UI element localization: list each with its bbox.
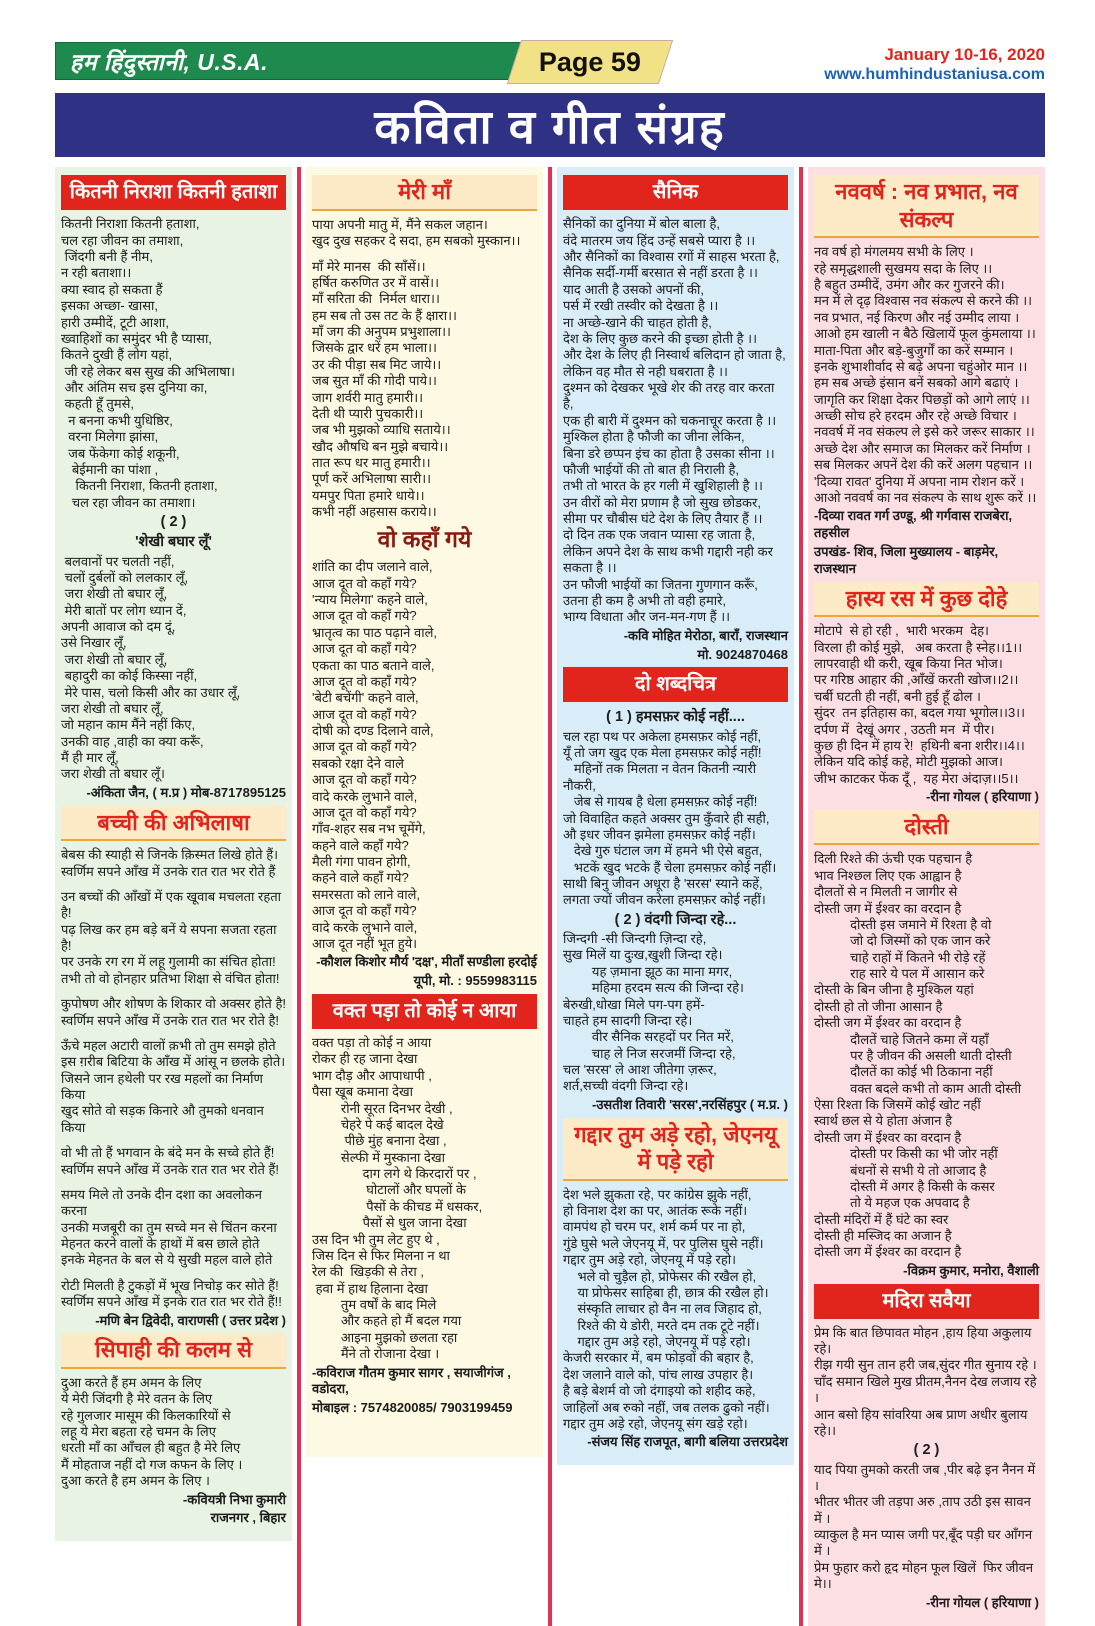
poem-line: वीर सैनिक सरहदों पर नित मरें, xyxy=(563,1029,734,1045)
poem-line: शर्त,सच्ची वंदगी जिन्दा रहे। xyxy=(563,1078,689,1094)
poem-line: वादे करके लुभाने वाले, xyxy=(312,919,418,935)
poem-line: दौलतें का कोई भी ठिकाना नहीं xyxy=(814,1064,993,1080)
poem-line: माँ सरिता की निर्मल धारा।। xyxy=(312,291,440,307)
poem-line: अच्छी सोच हरे हरदम और रहे अच्छे विचार । xyxy=(814,408,1017,423)
column-1 xyxy=(55,167,292,1541)
poem-line: दोस्ती हो तो जीना आसान है xyxy=(814,998,943,1014)
poem-line: घोटालों और घपलों के xyxy=(312,1182,467,1198)
poem-line: नववर्ष में नव संकल्प ले इसे करे जरूर साकार ।। xyxy=(814,424,1035,440)
poem-line: आइना मुझको छलता रहा xyxy=(312,1329,458,1345)
poem-line: रहे समृद्धशाली सुखमय सदा के लिए ।। xyxy=(814,260,993,276)
poem-line: आज दूत वो कहाँ गये? xyxy=(312,673,417,689)
poem-line: दोस्ती जग में ईश्वर का वरदान है xyxy=(814,1015,962,1031)
poem-line: दोस्ती जग में ईश्वर का वरदान है xyxy=(814,900,962,916)
attribution: -कविराज गौतम कुमार सागर , सयाजीगंज , वडोदरा, xyxy=(312,1364,511,1397)
section-header: दोस्ती xyxy=(814,810,1039,846)
poem-line: कहने वाले कहाँ गये? xyxy=(312,870,409,886)
poem-line: दौलतों से न मिलती न जागीर से xyxy=(814,884,958,900)
attribution: -कवि मोहित मेरोठा, बाराँ, राजस्थान xyxy=(623,627,788,643)
poem-line: जरा शेखी तो बघार लूँ, xyxy=(61,700,164,716)
poem-line: समय मिले तो उनके दीन दशा का अवलोकन करना xyxy=(61,1186,266,1219)
poem-line: यमपुर पिता हमारे धाये।। xyxy=(312,487,425,503)
poem-line: सब मिलकर अपनें देश की करें अलग पहचान ।। xyxy=(814,457,1033,473)
poem-line: भाग दौड़ और आपाधापी , xyxy=(312,1067,432,1083)
poem-line: मन में ले दृढ़ विश्वास नव संकल्प से करने की ।। xyxy=(814,293,1033,309)
attribution: -कवियत्री निभा कुमारी xyxy=(182,1491,286,1507)
poem-line: है बड़े बेशर्म वो जो दंगाइयो को शहीद कहे, xyxy=(563,1383,756,1399)
poem-line: भाग्य विधाता और जन-मन-गण हैं ।। xyxy=(563,609,731,625)
poem-line: जेब से गायब है धेला हमसफ़र कोई नहीं! xyxy=(563,794,758,810)
poem-line: वंदे मातरम जय हिंद उन्हें सबसे प्यारा है ।। xyxy=(563,232,756,248)
poem-line: हारी उम्मीदें, टूटी आशा, xyxy=(61,314,170,330)
poem-line: जीभ काटकर फेंक दूँ , यह मेरा अंदाज़।।5।। xyxy=(814,770,1019,786)
attribution: मो. 9024870468 xyxy=(697,646,788,662)
attribution: -रीना गोयल ( हरियाणा ) xyxy=(925,1594,1039,1610)
poem-line: वो भी तो हैं भगवान के बंदे मन के सच्वे होते हैं! xyxy=(61,1145,275,1161)
poem-line: मैं ही मार लूँ, xyxy=(61,750,119,766)
poem-line: बेबस की स्याही से जिनके क़िस्मत लिखे होते हैं। xyxy=(61,847,279,863)
poem-line: तभी तो वो होनहार प्रतिभा शिक्षा से वंचित होता! xyxy=(61,970,280,986)
poem-line: नव प्रभात, नई किरण और नई उम्मीद लाया । xyxy=(814,309,1020,325)
poem-line: ऊँचे महल अटारी वालों क़भी तो तुम समझे होते xyxy=(61,1037,276,1053)
poem-line: स्वर्णिम सपने आँख में इनके रात रात भर रोते हैं!! xyxy=(61,1294,282,1310)
poem-line: रहे गुलजार मासूम की किलकारियों से xyxy=(61,1407,231,1423)
poem-line: इनके मेहनत के बल से ये सुखी महल वाले होते xyxy=(61,1252,273,1268)
poem-line: पर है जीवन की असली थाती दोस्ती xyxy=(814,1047,1012,1063)
poem-line: दुश्मन को देखकर भूखे शेर की तरह वार करता है, xyxy=(563,380,779,412)
poem-line: देश जलाने वाले को, पांच लाख उपहार है। xyxy=(563,1366,754,1382)
poem-line: संस्कृति लाचार हो वैन ना लव जिहाद हो, xyxy=(563,1301,762,1317)
attribution: -कौशल किशोर मौर्य 'दक्ष', मीताँ सण्डीला हरदोई xyxy=(316,954,537,970)
section-header: दो शब्दचित्र xyxy=(563,667,788,702)
poem-line: दोस्ती में अगर है किसी के कसर xyxy=(814,1178,995,1194)
poem-line: भीतर भीतर जी तड़पा अरु ,ताप उठी इस सावन में । xyxy=(814,1494,1035,1526)
poem-line: बंधनों से सभी ये तो आजाद है xyxy=(814,1162,987,1178)
poem-line: स्वर्णिम सपने आँख में उनके रात रात भर रोते है! xyxy=(61,1012,279,1028)
poem-line: पाया अपनी मातु में, मैंने सकल जहान। xyxy=(312,216,488,232)
poem-line: गाँव-शहर सब नभ चूमेंगे, xyxy=(312,821,426,837)
poem-line: दोस्ती के बिन जीना है मुश्किल यहां xyxy=(814,982,974,998)
poem-line: गद्दार तुम अड़े रहो, जेएनयू संग खड़े रहो। xyxy=(563,1415,748,1431)
poem-line: मैं मोहताज नहीं दो गज कफन के लिए । xyxy=(61,1456,243,1472)
poem-line: हम सब अच्छे इंसान बनें सबको आगे बढाएं । xyxy=(814,375,1019,391)
poem-line: हवा में हाथ हिलाना देखा xyxy=(312,1280,428,1296)
masthead-logo-wrap xyxy=(55,42,660,82)
poem-line: जाहिलों अब रुको नहीं, जब तलक ढुको नहीं। xyxy=(563,1399,770,1415)
poem-line: आज दूत वो कहाँ गये? xyxy=(312,739,417,755)
poem-line: 'दिव्या रावत' दुनिया में अपना नाम रोशन करें । xyxy=(814,473,1025,489)
poem-line: रोकर ही रह जाना देखा xyxy=(312,1051,418,1067)
poem-line: सुख मिलें या दुःख,खुशी जिन्दा रहे। xyxy=(563,947,723,963)
poem-line: और कहते हो मैं बदल गया xyxy=(312,1313,462,1329)
attribution: -मणि बेन द्विवेदी, वाराणसी ( उत्तर प्रदेश ) xyxy=(95,1312,286,1328)
section-header: नववर्ष : नव प्रभात, नव संकल्प xyxy=(814,175,1039,238)
poem-line: रिश्ते की ये डोरी, मरते दम तक टूटे नहीं। xyxy=(563,1317,760,1333)
poem-line: पैसों से धुल जाना देखा xyxy=(312,1215,467,1231)
poem-line: दुआ करते हैं हम अमन के लिए xyxy=(61,1374,202,1390)
poem-line: आज दूत वो कहाँ गये? xyxy=(312,641,417,657)
poem-line: सैनिक सर्दी-गर्मी बरसात से नहीं डरता है ।। xyxy=(563,265,758,281)
poem-line: चाहे राहों में कितने भी रोड़े रहें xyxy=(814,949,986,965)
poem-line: दोस्ती पर किसी का भी जोर नहीं xyxy=(814,1146,998,1162)
poem-line: जरा शेखी तो बघार लूँ, xyxy=(61,651,168,667)
poem-line: लेकिन वह मौत से नही घबराता है ।। xyxy=(563,363,728,379)
poem-line: इनके शुभाशीर्वाद से बढ़े अपना चहुंओर मान ।। xyxy=(814,358,1028,374)
poem-line: व्याकुल है मन प्यास जगी पर,बूँद पड़ी घर आँगन में । xyxy=(814,1527,1036,1559)
poem-subhead: ( 2 ) वंदगी जिन्दा रहे... xyxy=(614,911,737,928)
poem-line: प्रेम फुहार करो हृद मोहन फूल खिलें फिर जीवन मे।। xyxy=(814,1559,1037,1592)
attribution: -रीना गोयल ( हरियाणा ) xyxy=(925,789,1039,805)
column-separator xyxy=(548,167,552,1625)
page-number-badge xyxy=(507,40,673,84)
poem-line: भ्रातृत्व का पाठ पढ़ाने वाले, xyxy=(312,624,437,640)
poem-line: स्वर्णिम सपने आँख में उनके रात रात भर रोते हैं xyxy=(61,863,276,879)
page-number-label: Page 59 xyxy=(538,46,642,77)
column-separator xyxy=(297,167,301,1625)
poem-line: चल रहा जीवन का तमाशा। xyxy=(61,494,196,510)
poem-line: नव वर्ष हो मंगलमय सभी के लिए । xyxy=(814,244,974,260)
poem-line: सबको रक्षा देने वाले xyxy=(312,755,404,771)
poem-line: रेल की खिड़की से तेरा , xyxy=(312,1264,424,1280)
poem-line: सेल्फी में मुस्काना देखा xyxy=(312,1149,445,1165)
poem-line: देखे गुरु घंटाल जग में हमने भी ऐसे बहुत, xyxy=(563,843,763,859)
poem-line: फौजी भाईयों की तो बात ही निराली है, xyxy=(563,461,740,477)
poem-line: वादे करके लुभाने वाले, xyxy=(312,788,418,804)
masthead xyxy=(55,42,1045,85)
poem-line: आज दूत वो कहाँ गये? xyxy=(312,706,417,722)
poem-line: कभी नहीं अहसास कराये।। xyxy=(312,504,437,520)
column-2 xyxy=(306,167,543,1457)
poem-line: खुद सोते वो सड़क किनारे औ तुमको धनवान किया xyxy=(61,1103,268,1135)
section-header: मेरी माँ xyxy=(312,175,537,211)
poem-line: पैसा खूब कमाना देखा xyxy=(312,1084,414,1100)
poem-line: कितने दुखी हैं लोग यहां, xyxy=(61,347,173,363)
poem-line: न रही बताशा।। xyxy=(61,265,132,281)
poem-line: जिंदगी बनी हैं नीम, xyxy=(61,249,153,264)
poem-line: और अंतिम सच इस दुनिया का, xyxy=(61,380,208,395)
poem-line: आज दूत वो कहाँ गये? xyxy=(312,575,417,591)
poem-line: जब फेंकेगा कोई शकूनी, xyxy=(61,445,180,461)
poem-line: खौद औषधि बन मुझे बचाये।। xyxy=(312,438,449,454)
poem-line: ख्वाहिशों का समुंदर भी है प्यासा, xyxy=(61,330,212,346)
poem-line: जो दो जिस्मों को एक जान करे xyxy=(814,933,991,949)
poem-subhead: 'शेखी बघार लूँ' xyxy=(135,534,212,551)
poem-line: वामपंथ हो चरम पर, शर्म कर्म पर ना हो, xyxy=(563,1219,746,1235)
poem-line: सुंदर तन इतिहास का, बदल गया भूगोल।।3।। xyxy=(814,705,1026,721)
poem-line: उतना ही कम है अभी तो वही हमारे, xyxy=(563,592,727,608)
poem-line: पर उनके रग रग में लहू गुलामी का संचित होता! xyxy=(61,954,276,970)
poem-line: बेईमानी का पांशा , xyxy=(61,461,159,477)
poem-line: लेकिन यदि कोई कहे, मोटी मुझको आज। xyxy=(814,754,1003,770)
attribution: -संजय सिंह राजपूत, बागी बलिया उत्तरप्रदेश xyxy=(587,1434,788,1450)
issue-date: January 10-16, 2020 xyxy=(884,45,1045,64)
poem-line: बलवानों पर चलती नहीं, xyxy=(61,553,175,569)
poem-line: कहती हूँ तुमसे, xyxy=(61,396,134,412)
poem-line: जरा शेखी तो बघार लूँ, xyxy=(61,586,168,602)
poem-line: और देश के लिए ही निस्वार्थ बलिदान हो जाता है, xyxy=(563,347,786,363)
poem-line: विरला ही कोई मुझे, अब करता है स्नेह।।1।। xyxy=(814,639,1023,655)
poem-line: कुछ ही दिन में हाय रे! हथिनी बना शरीर।।4।। xyxy=(814,737,1025,753)
poem-line: चलों दुर्बलों को ललकार लूँ, xyxy=(61,569,189,585)
column-3 xyxy=(557,167,794,1465)
poem-line: मोटापे से हो रही , भारी भरकम देह। xyxy=(814,623,989,639)
poem-line: उस दिन भी तुम लेट हुए थे , xyxy=(312,1231,440,1247)
poem-line: आज दूत नहीं भूत हुये। xyxy=(312,935,418,951)
poem-line: चर्बी घटती ही नहीं, बनी हुई हूँ ढोल । xyxy=(814,688,981,704)
poem-line: माँ जग की अनुपम प्रभुशाला।। xyxy=(312,324,451,339)
poem-line: दौलतें चाहे जितने कमा लें यहाँ xyxy=(814,1031,989,1047)
poem-line: वक्त बदले कभी तो काम आती दोस्ती xyxy=(814,1080,1022,1096)
website-url: www.humhindustaniusa.com xyxy=(824,66,1045,84)
poem-line: मुश्किल होता है फौजी का जीना लेकिन, xyxy=(563,429,745,445)
stanza-gap xyxy=(61,1269,286,1278)
section-header: वक्त पड़ा तो कोई न आया xyxy=(312,994,537,1029)
poem-line: यूँ तो जग खुद एक मेला हमसफ़र कोई नहीं! xyxy=(563,745,762,761)
poem-line: प्रेम कि बात छिपावत मोहन ,हाय हिया अकुलाय रहे। xyxy=(814,1324,1035,1357)
section-header: सिपाही की कलम से xyxy=(61,1333,286,1369)
poem-line: देती थी प्यारी पुचकारी।। xyxy=(312,405,424,421)
poem-line: न बनना कभी युधिष्ठिर, xyxy=(61,412,173,428)
poem-line: दोस्ती जग में ईश्वर का वरदान है xyxy=(814,1244,962,1260)
poem-line: याद पिया तुमको करती जब ,पीर बढ़े इन नैनन में । xyxy=(814,1461,1039,1493)
poem-line: जिस दिन से फिर मिलना न था xyxy=(312,1247,450,1263)
column-4 xyxy=(808,167,1045,1625)
poem-line: स्वार्थ छल से ये होता अंजान है xyxy=(814,1113,952,1129)
section-banner-title: कविता व गीत संग्रह xyxy=(374,100,726,154)
poem-line: बहादुरी का कोई किस्सा नहीं, xyxy=(61,668,198,684)
section-header: कितनी निराशा कितनी हताशा xyxy=(61,175,286,210)
stanza-gap xyxy=(61,1029,286,1038)
poem-line: ऐसा रिश्ता कि जिसमें कोई खोट नहीं xyxy=(814,1097,981,1113)
poem-line: शांति का दीप जलाने वाले, xyxy=(312,559,433,575)
poem-line: हर्षित करुणित उर में वासें।। xyxy=(312,274,440,290)
poem-line: माँ मेरे मानस की साँसें।। xyxy=(312,258,426,274)
poem-line: जो महान काम मैंने नहीं किए, xyxy=(61,717,196,733)
poem-line: भटकें खुद भटके हैं चेला हमसफ़र कोई नहीं। xyxy=(563,859,777,875)
poem-line: दोस्ती मंदिरों में हैं घंटे का स्वर xyxy=(814,1211,949,1227)
poem-line: मेरी बातों पर लोग ध्यान दें, xyxy=(61,602,187,618)
stanza-gap xyxy=(61,1136,286,1145)
poem-line: माता-पिता और बड़े-बुजुर्गों का करें सम्मान । xyxy=(814,342,1014,358)
poem-line: चेहरे पे कई बादल देखे xyxy=(312,1116,444,1132)
stanza-gap xyxy=(61,987,286,996)
poem-line: मैंने तो रोजाना देखा । xyxy=(312,1346,440,1362)
poem-line: वरना मिलेगा झांसा, xyxy=(61,429,159,445)
poem-line: लापरवाही थी करी, खूब किया नित भोज। xyxy=(814,656,1003,672)
poem-line: याद आती है उसको अपनों की, xyxy=(563,281,704,297)
section-header: बच्ची की अभिलाषा xyxy=(61,806,286,842)
poem-line: दोस्ती जग में ईश्वर का वरदान है xyxy=(814,1129,962,1145)
poem-line: 'न्याय मिलेगा' कहने वाले, xyxy=(312,592,428,607)
poem-line: गद्दार तुम अड़े रहो, जेएनयू में पड़े रहो। xyxy=(563,1334,751,1350)
poem-line: तात रूप धर मातु हमारी।। xyxy=(312,455,431,470)
poem-line: वक्त पड़ा तो कोई न आया xyxy=(312,1035,432,1051)
poem-line: आज दूत वो कहाँ गये? xyxy=(312,903,417,919)
poem-line: लहू ये मेरा बहता रहे चमन के लिए xyxy=(61,1424,216,1440)
poem-line: ना अच्छे-खाने की चाहत होती है, xyxy=(563,314,712,330)
poem-line: एकता का पाठ बताने वाले, xyxy=(312,657,435,673)
attribution: यूपी, मो. : 9559983115 xyxy=(413,973,537,989)
poem-line: हो विनाश देश का पर, आतंक रूके नहीं। xyxy=(563,1203,748,1219)
poem-line: क्या स्वाद हो सकता हैं xyxy=(61,281,163,297)
poem-line: ये मेरी जिंदगी है मेरे वतन के लिए xyxy=(61,1391,213,1407)
poem-line: चल 'सरस' ले आश जीतेगा ज़रूर, xyxy=(563,1062,717,1078)
poem-line: रोटी मिलती है टुकड़ों में भूख निचोड़ कर सोते हैं! xyxy=(61,1277,279,1293)
poem-line: रोनी सूरत दिनभर देखी , xyxy=(312,1100,453,1116)
poem-line: आन बसो हिय सांवरिया अब प्राण अधीर बुलाय रहे।। xyxy=(814,1406,1032,1438)
poem-line: जाग शर्वरी मातु हमारी।। xyxy=(312,389,424,405)
poem-line: उन बच्चों की आँखों में एक खूवाब मचलता रहता है! xyxy=(61,888,285,921)
poem-line: उर की पीड़ा सब मिट जाये।। xyxy=(312,356,442,372)
poem-line: चल रहा जीवन का तमाशा, xyxy=(61,232,184,248)
poem-line: आओ नववर्ष का नव संकल्प के साथ शुरू करें ।। xyxy=(814,489,1037,505)
poem-line: उनकी मजबूरी का तुम सच्वे मन से चिंतन करना xyxy=(61,1219,277,1235)
poem-line: यह ज़माना झूठ का माना मगर, xyxy=(563,963,733,979)
poem-line: पर गरिष्ठ आहार की ,आँखें करती खोज।।2।। xyxy=(814,672,1019,688)
poem-line: पढ़ लिख कर हम बड़े बनें ये सपना सजता रहता है! xyxy=(61,921,281,954)
poem-line: रीझ गयी सुन तान हरी जब,सुंदर गीत सुनाय रहे । xyxy=(814,1357,1037,1373)
poem-line: जिन्दगी -सी जिन्दगी ज़िन्दा रहे, xyxy=(563,931,707,947)
poem-line: तो ये महज एक अपवाद है xyxy=(814,1195,970,1211)
poem-line: कितनी निराशा, कितनी हताशा, xyxy=(61,478,218,494)
poem-line: कितनी निराशा कितनी हताशा, xyxy=(61,216,200,232)
poem-line: लगता ज्यों जीवन करेला हमसफ़र कोई नहीं। xyxy=(563,892,766,908)
poem-line: अपनी आवाज को दम दूं, xyxy=(61,619,176,635)
attribution: -उसतीश तिवारी 'सरस',नरसिंहपुर ( म.प्र. ) xyxy=(591,1096,788,1112)
poem-line: आज दूत वो कहाँ गये? xyxy=(312,608,417,624)
section-banner xyxy=(55,93,1045,157)
poem-line: दाग लगे थे किरदारों पर , xyxy=(312,1166,477,1182)
poem-line: लेकिन अपने देश के साथ कभी गद्दारी नही कर सकता है ।। xyxy=(563,543,777,576)
poem-line: देश के लिए कुछ करने की इच्छा होती है ।। xyxy=(563,330,758,346)
stanza-gap xyxy=(61,880,286,889)
attribution: -विक्रम कुमार, मनोरा, वैशाली xyxy=(903,1262,1039,1278)
poem-line: या प्रोफेसर साहिबा ही, छात्र की रखैल हो। xyxy=(563,1284,769,1300)
poem-line: स्वर्णिम सपने आँख में उनके रात रात भर रोते हैं! xyxy=(61,1161,279,1177)
section-header: सैनिक xyxy=(563,175,788,210)
poem-line: जो विवाहित कहते अक्सर तुम कुँवारे ही सही, xyxy=(563,810,770,826)
poem-line: उन वीरों को मेरा प्रणाम है जो सुख छोडकर, xyxy=(563,494,761,510)
stanza-gap xyxy=(312,250,537,259)
poem-line: उसे निखार लूँ, xyxy=(61,635,127,651)
poem-line: सैनिकों का दुनिया में बोल बाला है, xyxy=(563,216,720,232)
poem-line: 'बेटी बचेंगी' कहने वाले, xyxy=(312,690,419,706)
poem-line: उनकी वाह ,वाही का क्या करूँ, xyxy=(61,733,204,749)
stanza-gap xyxy=(61,1178,286,1187)
poem-line: है बहुत उम्मीदें, उमंग और कर गुजरने की। xyxy=(814,277,1005,292)
poem-line: दर्पण में देखूं अगर , उठती मन में पीर। xyxy=(814,721,995,737)
poem-line: दुआ करते है हम अमन के लिए । xyxy=(61,1473,210,1489)
poem-line: कहने वाले कहाँ गये? xyxy=(312,837,409,853)
poem-line: आओ हम खाली न बैठे खिलायें फूल कुंमलाया ।। xyxy=(814,326,1036,342)
poem-line: दोषी को दण्ड दिलाने वाले, xyxy=(312,723,434,738)
poem-line: मैली गंगा पावन होगी, xyxy=(312,854,411,869)
section-header: वो कहाँ गये xyxy=(377,525,472,552)
poem-line: तुम वर्षों के बाद मिले xyxy=(312,1297,437,1313)
poem-line: जरा शेखी तो बघार लूँ। xyxy=(61,766,165,782)
poem-line: दिली रिश्ते की ऊंची एक पहचान है xyxy=(814,851,973,867)
poem-line: दोस्ती इस जमाने में रिश्ता है वो xyxy=(814,916,992,932)
poem-line: जब भी मुझको व्याधि सताये।। xyxy=(312,422,451,438)
poem-line: एक ही बारी में दुश्मन को चकनाचूर करता है ।। xyxy=(563,412,777,428)
poem-line: चल रहा पथ पर अकेला हमसफ़र कोई नहीं, xyxy=(563,728,762,744)
poem-line: पैसों के कीचड में धसकर, xyxy=(312,1198,483,1214)
masthead-right xyxy=(824,42,1045,85)
poem-line: गद्दार तुम अड़े रहो, जेएनयू में पड़े रहो। xyxy=(563,1252,737,1268)
columns xyxy=(55,167,1045,1625)
section-header: मदिरा सवैया xyxy=(814,1284,1039,1319)
poem-subhead: ( 2 ) xyxy=(913,1442,940,1459)
newspaper-title: हम हिंदुस्तानी, U.S.A. xyxy=(70,49,268,75)
attribution: मोबाइल : 7574820085/ 7903199459 xyxy=(312,1400,513,1416)
poem-line: पूर्ण करें अभिलाषा सारी।। xyxy=(312,471,432,487)
poem-line: चाँद समान खिले मुख प्रीतम,नैनन देख लजाय रहे । xyxy=(814,1373,1041,1406)
poem-line: बेरुखी,धोखा मिले पग-पग हमें- xyxy=(563,996,705,1012)
attribution: -दिव्या रावत गर्ग उण्डू, श्री गर्गवास राजबेरा, तहसील xyxy=(814,508,1013,541)
poem-line: तभी तो भारत के हर गली में खुशिहाली है ।। xyxy=(563,478,763,494)
poem-line: जिसके द्वार धरें हम भाला।। xyxy=(312,340,437,356)
poem-line: औ इधर जीवन झमेला हमसफ़र कोई नहीं। xyxy=(563,826,756,842)
poem-line: राह सारे ये पल में आसान करे xyxy=(814,966,985,982)
poem-line: खुद दुख सहकर दे सदा, हम सबको मुस्कान।। xyxy=(312,233,521,249)
poem-line: हम सब तो उस तट के हैं क्षारा।। xyxy=(312,307,457,323)
poem-line: केजरी सरकार में, बम फोड़वों की बहार है, xyxy=(563,1350,754,1366)
poem-line: भले वो चुड़ैल हो, प्रोफेसर की रखैल हो, xyxy=(563,1268,757,1284)
poem-line: महिनों तक मिलता न वेतन कितनी न्यारी नौकरी, xyxy=(563,761,760,793)
poem-line: कुपोषण और शोषण के शिकार वो अक्सर होते है! xyxy=(61,996,286,1012)
poem-line: मेरे पास, चलो किसी और का उधार लूँ, xyxy=(61,684,241,700)
poem-line: देश भले झुकता रहे, पर कांग्रेस झुके नहीं, xyxy=(563,1186,752,1202)
poem-line: जी रहे लेकर बस सुख की अभिलाषा। xyxy=(61,363,236,379)
poem-subhead: ( 2 ) xyxy=(160,514,187,530)
column-separator xyxy=(799,167,803,1625)
poem-line: साथी बिनु जीवन अधूरा है 'सरस' स्याने कहें, xyxy=(563,876,763,892)
poem-line: समरसता को लाने वाले, xyxy=(312,886,421,902)
poem-line: जागृति कर शिक्षा देकर पिछड़ों को आगे लाएं ।। xyxy=(814,391,1030,407)
poem-line: महिमा हरदम सत्य की जिन्दा रहे। xyxy=(563,980,744,996)
poem-line: पीछे मुंह बनाना देखा , xyxy=(312,1133,447,1149)
attribution: राजनगर , बिहार xyxy=(210,1510,286,1526)
poem-line: भाव निश्छल लिए एक आह्वान है xyxy=(814,867,962,883)
section-header: हास्य रस में कुछ दोहे xyxy=(814,582,1039,618)
poem-line: जब सुत माँ की गोदी पाये।। xyxy=(312,373,437,389)
poem-line: दोस्ती ही मस्जिद का अजान है xyxy=(814,1228,952,1244)
poem-line: पर्स में रखी तस्वीर को देखता है ।। xyxy=(563,298,719,314)
poem-line: और सैनिकों का विश्वास रगों में साहस भरता है, xyxy=(563,249,780,264)
poem-line: इसका अच्छा- खासा, xyxy=(61,298,159,314)
poem-line: धरती माँ का आँचल ही बहुत है मेरे लिए xyxy=(61,1440,241,1456)
poem-line: चाहते हम सादगी जिन्दा रहे। xyxy=(563,1012,693,1028)
poem-line: बिना डरे छप्पन इंच का होता है उसका सीना ।। xyxy=(563,445,775,461)
poem-line: आज दूत वो कहाँ गये? xyxy=(312,772,417,788)
poem-line: गुंडे घुसे भले जेएनयू में, पर पुलिस घुसे नहीं। xyxy=(563,1235,764,1251)
poem-line: दो दिन तक एक जवान प्यासा रह जाता है, xyxy=(563,527,756,543)
attribution: -अंकिता जैन, ( म.प्र ) मोब-8717895125 xyxy=(86,784,286,800)
attribution: उपखंड- शिव, जिला मुख्यालय - बाड़मेर, राजस्थान xyxy=(814,544,999,576)
section-header: गद्दार तुम अड़े रहो, जेएनयू में पड़े रहो xyxy=(563,1118,788,1181)
poem-line: उन फौजी भाईयों का जितना गुणगान करूँ, xyxy=(563,576,758,592)
poem-line: सीमा पर चौबीस घंटे देश के लिए तैयार हैं ।। xyxy=(563,511,763,526)
poem-line: अच्छे देश और समाज का मिलकर करें निर्माण । xyxy=(814,440,1031,456)
poem-line: जिसने जान हथेली पर रख महलों का निर्माण किया xyxy=(61,1070,267,1103)
poem-line: इस ग़रीब बिटिया के आँख में आंसू न छलके होते। xyxy=(61,1054,286,1070)
poem-line: चाह ले निज सरजमीं जिन्दा रहे, xyxy=(563,1045,736,1061)
poem-line: आज दूत वो कहाँ गये? xyxy=(312,804,417,820)
poem-line: मेहनत करने वालों के हाथों में बस छाले होते xyxy=(61,1236,260,1252)
poem-subhead: ( 1 ) हमसफ़र कोई नहीं.... xyxy=(606,709,745,726)
